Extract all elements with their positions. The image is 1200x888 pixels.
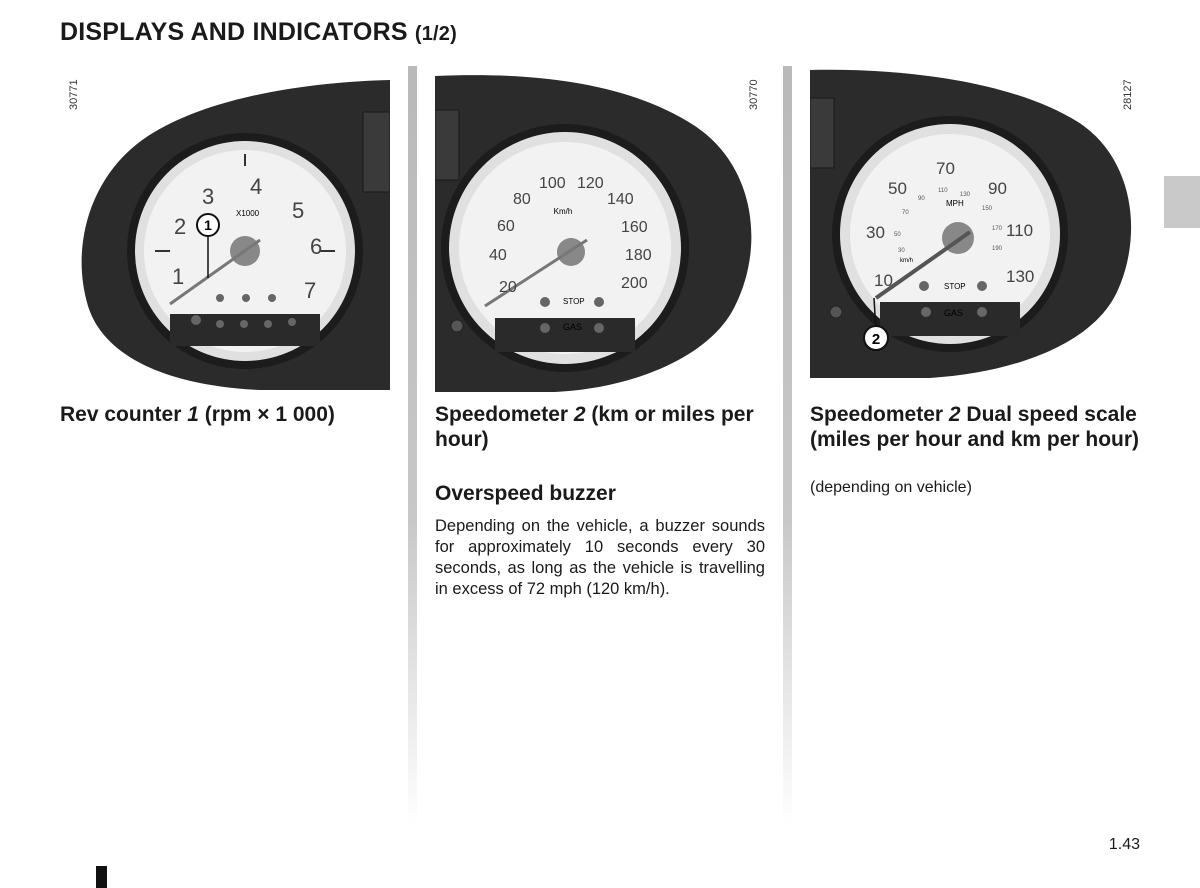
dual-unit-kmh: km/h	[900, 258, 914, 264]
speedometer-heading: Speedometer 2 (km or miles per hour)	[435, 403, 754, 451]
speedometer-figure	[435, 66, 765, 396]
page-number: 1.43	[1108, 836, 1140, 853]
dual-label-90: 90	[988, 179, 1007, 198]
dual-callout: 2	[871, 331, 881, 348]
figure-code-2: 30770	[748, 79, 760, 110]
rev-callout: 1	[204, 217, 212, 233]
dual-gas: GAS	[944, 308, 964, 318]
overspeed-text: Depending on the vehicle, a buzzer sounds for approximately 10 seconds every 30 seconds, as long as the vehicle is travelling in excess of 72 mph (120 km/h).	[435, 517, 765, 598]
rev-label-2: 2	[174, 214, 187, 239]
rev-label-5: 5	[292, 198, 305, 223]
dual-inner-90: 90	[918, 196, 925, 202]
speedo-label-180: 180	[625, 247, 652, 264]
speedo-label-140: 140	[607, 191, 634, 208]
rev-label-4: 4	[250, 174, 263, 199]
speedo-stop: STOP	[563, 297, 585, 306]
dual-inner-170: 170	[992, 226, 1003, 232]
speedo-label-200: 200	[621, 275, 648, 292]
rev-counter-illustration	[60, 66, 390, 396]
dual-speedometer-note: (depending on vehicle)	[810, 479, 972, 496]
figure-code-1: 30771	[68, 79, 80, 110]
dual-speedometer-heading: Speedometer 2 Dual speed scale (miles per hour and km per hour)	[810, 403, 1140, 451]
speedo-label-80: 80	[513, 191, 531, 208]
dual-speedometer-illustration	[810, 66, 1140, 396]
dual-label-30: 30	[866, 223, 885, 242]
rev-counter-figure	[60, 66, 390, 396]
speedo-label-160: 160	[621, 219, 648, 236]
page-title: DISPLAYS AND INDICATORS (1/2)	[60, 18, 457, 46]
page-marker	[96, 866, 107, 888]
dual-label-130: 130	[1006, 267, 1035, 286]
dual-inner-190: 190	[992, 246, 1003, 252]
overspeed-heading: Overspeed buzzer	[435, 482, 616, 505]
rev-unit: X1000	[236, 209, 260, 218]
rev-label-7: 7	[304, 278, 317, 303]
dual-stop: STOP	[944, 282, 966, 291]
speedo-unit: Km/h	[553, 207, 573, 216]
figure-code-3: 28127	[1122, 79, 1134, 110]
dual-inner-150: 150	[982, 206, 993, 212]
title-part: (1/2)	[414, 23, 457, 45]
column-divider-1	[408, 66, 417, 826]
speedo-label-40: 40	[489, 247, 507, 264]
section-tab	[1164, 176, 1200, 228]
dual-label-10: 10	[874, 271, 893, 290]
rev-counter-heading: Rev counter 1 (rpm × 1 000)	[60, 403, 335, 426]
dual-speedometer-figure	[810, 66, 1140, 396]
dual-label-70: 70	[936, 159, 955, 178]
rev-label-3: 3	[202, 184, 215, 209]
dual-inner-110: 110	[938, 188, 948, 194]
rev-label-1: 1	[172, 264, 185, 289]
speedo-label-20: 20	[499, 279, 517, 296]
dual-unit-mph: MPH	[946, 199, 964, 208]
column-divider-2	[783, 66, 792, 826]
rev-label-6: 6	[310, 234, 323, 259]
dual-inner-30: 30	[898, 248, 905, 254]
dual-inner-130: 130	[960, 192, 971, 198]
speedo-label-100: 100	[539, 175, 566, 192]
dual-inner-70: 70	[902, 210, 909, 216]
speedometer-illustration	[435, 66, 765, 396]
dual-label-50: 50	[888, 179, 907, 198]
dual-label-110: 110	[1006, 221, 1034, 240]
dual-inner-50: 50	[894, 232, 901, 238]
speedo-label-60: 60	[497, 218, 515, 235]
speedo-label-120: 120	[577, 175, 604, 192]
speedo-gas: GAS	[563, 322, 583, 332]
